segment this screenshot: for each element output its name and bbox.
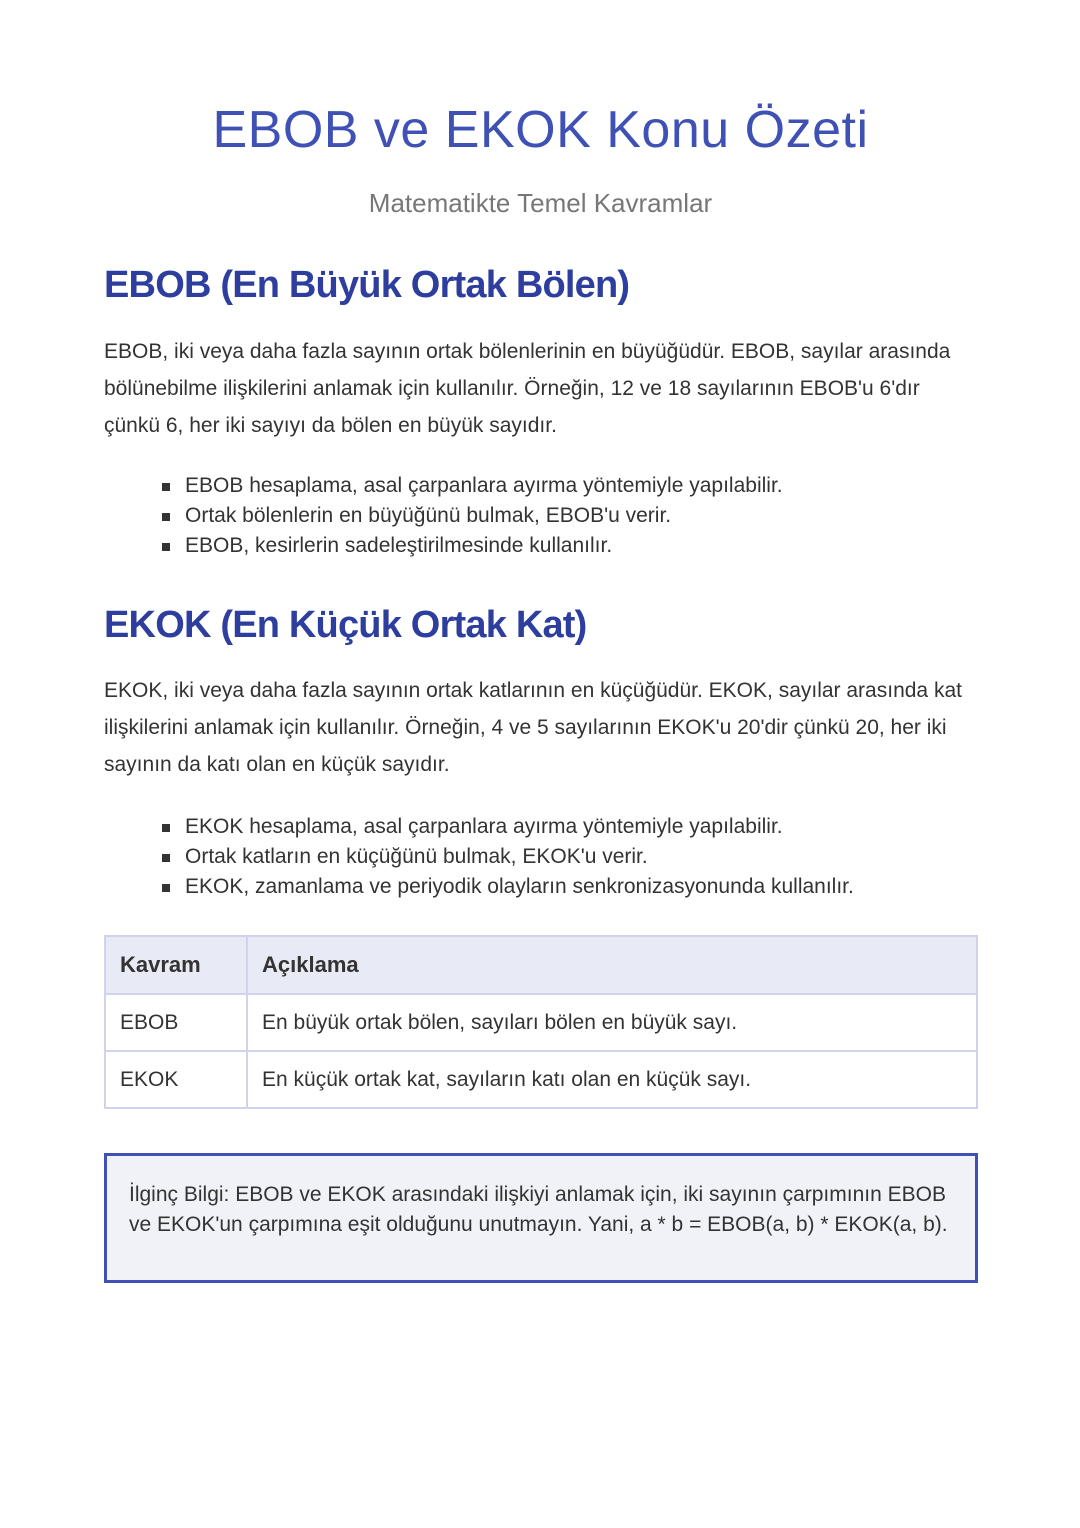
table-header-cell: Kavram [105,936,247,994]
table-row [105,1051,977,1108]
fun-fact-callout: İlginç Bilgi: EBOB ve EKOK arasındaki ilişkiyi anlamak için, iki sayının çarpımının EBOB ve EKOK'un çarpımına eşit olduğunu unutmayın. Yani, a * b = EBOB(a, b) * EKOK(a, b). [104,1153,978,1283]
bullet-square-icon [162,483,170,491]
list-item-text: EKOK hesaplama, asal çarpanlara ayırma yöntemiyle yapılabilir. [185,815,783,838]
bullet-list-ebob [104,471,783,561]
list-item [104,471,783,501]
list-item-text: Ortak katların en küçüğünü bulmak, EKOK'u verir. [185,845,648,868]
bullet-square-icon [162,884,170,892]
section-paragraph-ekok: EKOK, iki veya daha fazla sayının ortak katlarının en küçüğüdür. EKOK, sayılar arasında kat ilişkilerini anlamak için kullanılır. Örneğin, 4 ve 5 sayılarının EKOK'u 20'dir çünkü 20, her iki sayının da katı olan en küçük sayıdır. [104,679,962,776]
page-subtitle: Matematikte Temel Kavramlar [368,188,713,218]
table-cell: EKOK [105,1051,247,1108]
bullet-square-icon [162,543,170,551]
section-paragraph-ebob: EBOB, iki veya daha fazla sayının ortak bölenlerinin en büyüğüdür. EBOB, sayılar arasında bölünebilme ilişkilerini anlamak için kullanılır. Örneğin, 12 ve 18 sayılarının EBOB'u 6'dır çünkü 6, her iki sayıyı da bölen en büyük sayıdır. [104,340,951,437]
list-item [104,872,854,902]
concept-table [104,935,978,1109]
table-cell: En küçük ortak kat, sayıların katı olan en küçük sayı. [247,1051,977,1108]
list-item [104,842,854,872]
page-title: EBOB ve EKOK Konu Özeti [212,101,869,159]
list-item-text: EKOK, zamanlama ve periyodik olayların senkronizasyonunda kullanılır. [185,875,854,898]
table-header-row [105,936,977,994]
bullet-square-icon [162,513,170,521]
table-cell: EBOB [105,994,247,1051]
table-row [105,994,977,1051]
section-heading-ekok: EKOK (En Küçük Ortak Kat) [104,604,587,646]
list-item-text: EBOB, kesirlerin sadeleştirilmesinde kullanılır. [185,534,613,557]
bullet-square-icon [162,824,170,832]
list-item [104,501,783,531]
bullet-square-icon [162,854,170,862]
table-header-cell: Açıklama [247,936,977,994]
table-cell: En büyük ortak bölen, sayıları bölen en büyük sayı. [247,994,977,1051]
list-item-text: Ortak bölenlerin en büyüğünü bulmak, EBOB'u verir. [185,504,672,527]
list-item-text: EBOB hesaplama, asal çarpanlara ayırma yöntemiyle yapılabilir. [185,474,783,497]
list-item [104,812,854,842]
list-item [104,531,783,561]
section-heading-ebob: EBOB (En Büyük Ortak Bölen) [104,264,630,306]
bullet-list-ekok [104,812,854,902]
